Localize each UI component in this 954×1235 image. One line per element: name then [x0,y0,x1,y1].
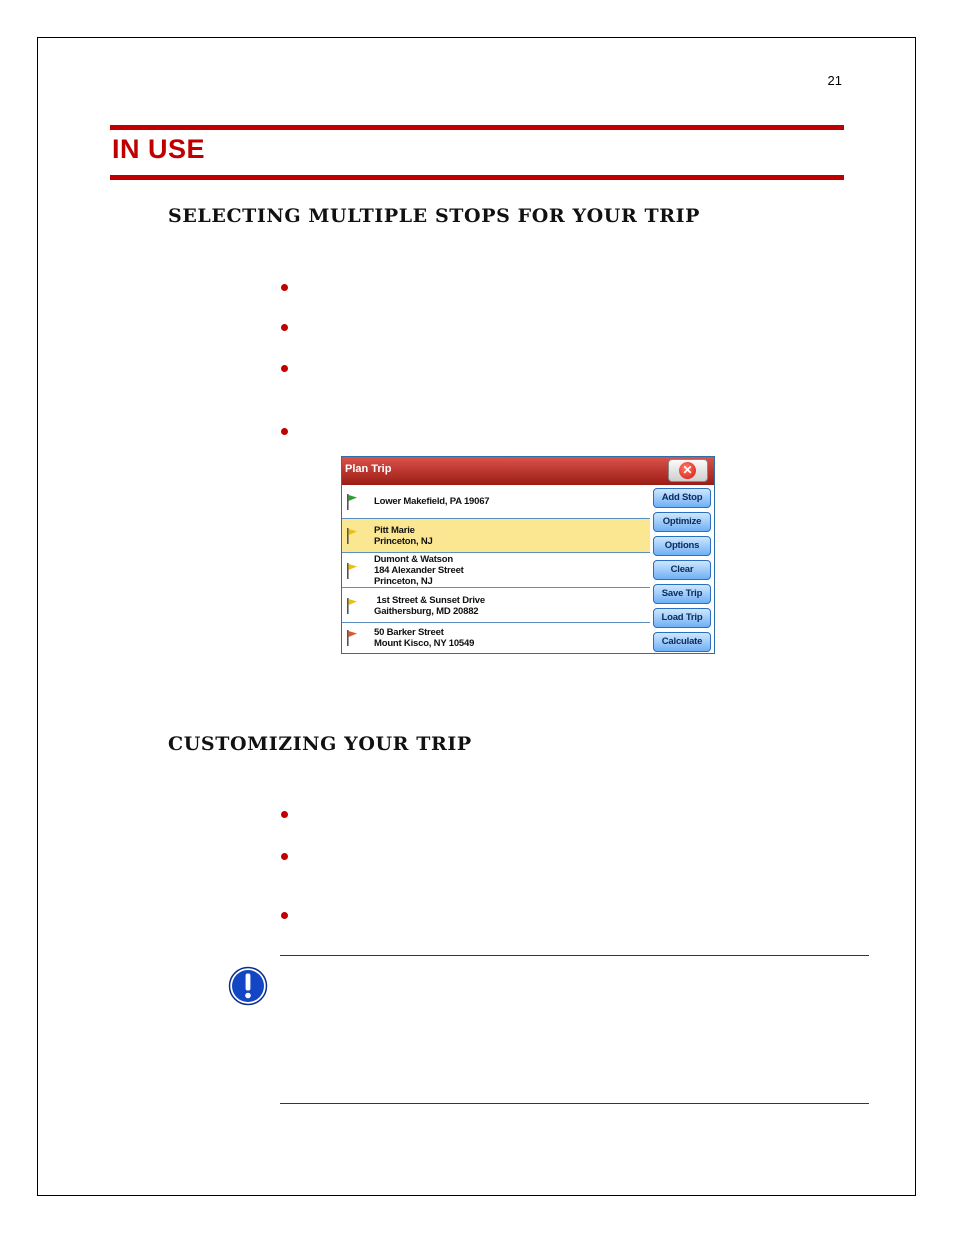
bullet-icon [278,361,292,375]
plan-trip-screenshot [341,456,715,654]
close-button[interactable] [668,459,708,482]
plan-trip-title: Plan Trip [345,463,392,475]
stop-line: 50 Barker Street [374,627,444,638]
green-flag-icon [346,494,358,510]
note-rule-bottom [280,1103,869,1104]
bullet-icon [278,424,292,438]
stop-line: Princeton, NJ [374,536,433,547]
stop-row-selected[interactable] [342,519,650,553]
stop-line: Pitt Marie [374,525,415,536]
bullet-icon [278,280,292,294]
yellow-flag-icon [346,528,358,544]
stop-list [342,485,650,653]
chapter-title: IN USE [112,134,206,164]
exclamation-info-icon [228,966,268,1006]
yellow-flag-icon [346,598,358,614]
clear-button[interactable]: Clear [653,560,711,580]
load-trip-button[interactable]: Load Trip [653,608,711,628]
stop-line: Gaithersburg, MD 20882 [374,606,479,617]
stop-row[interactable] [342,485,650,519]
yellow-flag-icon [346,563,358,579]
plan-trip-button-column [650,485,714,653]
stop-row[interactable] [342,553,650,588]
stop-row[interactable] [342,623,650,653]
options-button[interactable]: Options [653,536,711,556]
note-rule-top [280,955,869,956]
stop-line: 1st Street & Sunset Drive [374,595,485,606]
stop-line: Mount Kisco, NY 10549 [374,638,475,649]
close-x-icon: ✕ [679,462,696,479]
chapter-rule-top [110,125,844,130]
page-number: 21 [827,73,842,88]
bullet-icon [278,807,292,821]
bullet-icon [278,849,292,863]
stop-row[interactable] [342,588,650,623]
plan-trip-titlebar [342,457,714,485]
stop-line: Dumont & Watson [374,554,453,565]
optimize-button[interactable]: Optimize [653,512,711,532]
section-title-multiple-stops: SELECTING MULTIPLE STOPS FOR YOUR TRIP [168,205,701,227]
chapter-rule-bottom [110,175,844,180]
stop-line: Princeton, NJ [374,576,433,587]
stop-line: 184 Alexander Street [374,565,464,576]
save-trip-button[interactable]: Save Trip [653,584,711,604]
bullet-icon [278,320,292,334]
red-flag-icon [346,630,358,646]
stop-line: Lower Makefield, PA 19067 [374,496,490,507]
add-stop-button[interactable]: Add Stop [653,488,711,508]
section-title-customizing: CUSTOMIZING YOUR TRIP [168,733,472,755]
calculate-button[interactable]: Calculate [653,632,711,652]
bullet-icon [278,908,292,922]
